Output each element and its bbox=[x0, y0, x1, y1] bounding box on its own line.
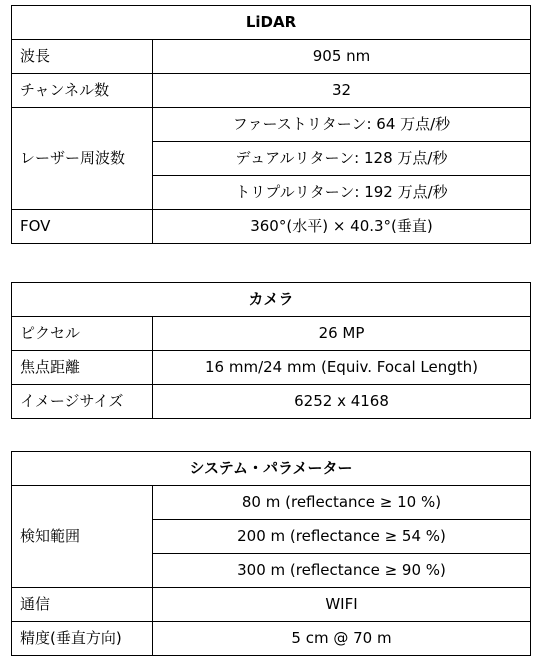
table-row bbox=[12, 351, 531, 385]
pixels-value: 26 MP bbox=[153, 317, 531, 351]
table-row bbox=[12, 108, 531, 142]
focal-length-value: 16 mm/24 mm (Equiv. Focal Length) bbox=[153, 351, 531, 385]
range-90-value: 300 m (reflectance ≥ 90 %) bbox=[153, 554, 531, 588]
table-row bbox=[12, 283, 531, 317]
camera-spec-table bbox=[11, 282, 531, 419]
dual-return-value: デュアルリターン: 128 万点/秒 bbox=[153, 142, 531, 176]
communication-value: WIFI bbox=[153, 588, 531, 622]
system-spec-table bbox=[11, 451, 531, 656]
communication-label: 通信 bbox=[12, 588, 153, 622]
pulse-rate-label: レーザー周波数 bbox=[12, 108, 153, 210]
table-row bbox=[12, 40, 531, 74]
table-row bbox=[12, 210, 531, 244]
pixels-label: ピクセル bbox=[12, 317, 153, 351]
vertical-accuracy-value: 5 cm @ 70 m bbox=[153, 622, 531, 656]
channels-value: 32 bbox=[153, 74, 531, 108]
focal-length-label: 焦点距離 bbox=[12, 351, 153, 385]
fov-value: 360°(水平) × 40.3°(垂直) bbox=[153, 210, 531, 244]
first-return-value: ファーストリターン: 64 万点/秒 bbox=[153, 108, 531, 142]
lidar-section-title: LiDAR bbox=[12, 6, 531, 40]
channels-label: チャンネル数 bbox=[12, 74, 153, 108]
table-row bbox=[12, 588, 531, 622]
triple-return-value: トリプルリターン: 192 万点/秒 bbox=[153, 176, 531, 210]
table-row bbox=[12, 6, 531, 40]
wavelength-label: 波長 bbox=[12, 40, 153, 74]
table-row bbox=[12, 622, 531, 656]
table-row bbox=[12, 385, 531, 419]
image-size-value: 6252 x 4168 bbox=[153, 385, 531, 419]
table-row bbox=[12, 452, 531, 486]
camera-section-title: カメラ bbox=[12, 283, 531, 317]
detection-range-label: 検知範囲 bbox=[12, 486, 153, 588]
table-row bbox=[12, 486, 531, 520]
fov-label: FOV bbox=[12, 210, 153, 244]
wavelength-value: 905 nm bbox=[153, 40, 531, 74]
table-row bbox=[12, 317, 531, 351]
image-size-label: イメージサイズ bbox=[12, 385, 153, 419]
system-section-title: システム・パラメーター bbox=[12, 452, 531, 486]
range-54-value: 200 m (reflectance ≥ 54 %) bbox=[153, 520, 531, 554]
table-row bbox=[12, 74, 531, 108]
vertical-accuracy-label: 精度(垂直方向) bbox=[12, 622, 153, 656]
lidar-spec-table bbox=[11, 5, 531, 244]
range-10-value: 80 m (reflectance ≥ 10 %) bbox=[153, 486, 531, 520]
